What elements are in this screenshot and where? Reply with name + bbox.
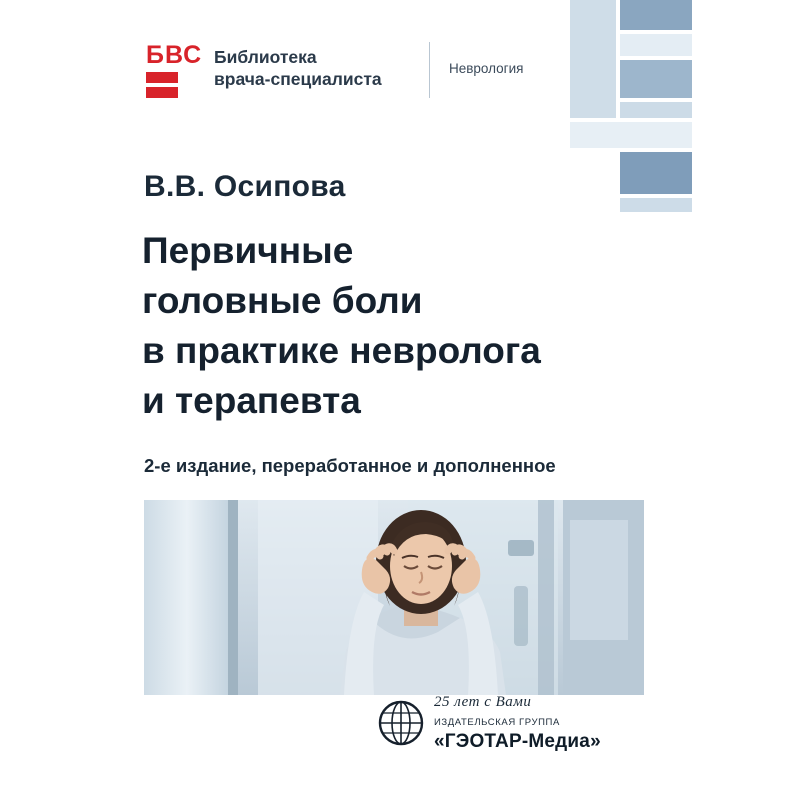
publisher-group-label: ИЗДАТЕЛЬСКАЯ ГРУППА bbox=[434, 717, 560, 728]
decor-bar-6 bbox=[570, 122, 692, 148]
decor-bar-3 bbox=[620, 34, 692, 56]
title-line-1: Первичные bbox=[142, 230, 354, 271]
title-line-3: в практике невролога bbox=[142, 330, 541, 371]
decor-bar-8 bbox=[620, 152, 692, 194]
decor-bar-10 bbox=[570, 214, 692, 224]
title-line-4: и терапевта bbox=[142, 380, 361, 421]
cover-photo bbox=[108, 500, 692, 695]
decor-bar-7 bbox=[570, 152, 616, 210]
series-title bbox=[214, 46, 414, 90]
title-line-2: головные боли bbox=[142, 280, 423, 321]
series-header bbox=[144, 40, 564, 110]
anniversary-text: 25 лет с Вами bbox=[434, 694, 532, 710]
series-title-line-1: Библиотека bbox=[214, 47, 317, 67]
edition-note: 2-е издание, переработанное и дополненное bbox=[144, 455, 556, 476]
header-divider bbox=[429, 42, 430, 98]
author-name: В.В. Осипова bbox=[144, 170, 346, 203]
series-title-line-2: врача-специалиста bbox=[214, 69, 382, 89]
cover-photo-illustration bbox=[108, 500, 692, 695]
decor-bar-5 bbox=[620, 102, 692, 118]
decor-bar-1 bbox=[570, 0, 616, 118]
decor-bar-2 bbox=[620, 0, 692, 30]
decor-bar-9 bbox=[620, 198, 692, 212]
publisher-name: «ГЭОТАР-Медиа» bbox=[434, 731, 601, 752]
specialty-label: Неврология bbox=[449, 61, 524, 76]
bvs-logo-block bbox=[146, 72, 178, 98]
book-cover bbox=[108, 0, 692, 800]
bvs-logo-icon bbox=[144, 42, 202, 100]
bvs-logo-letters: БВС bbox=[146, 41, 203, 69]
decor-bar-4 bbox=[620, 60, 692, 98]
publisher-block bbox=[378, 690, 668, 770]
book-title bbox=[142, 226, 662, 426]
geotar-globe-logo-icon bbox=[378, 700, 424, 746]
